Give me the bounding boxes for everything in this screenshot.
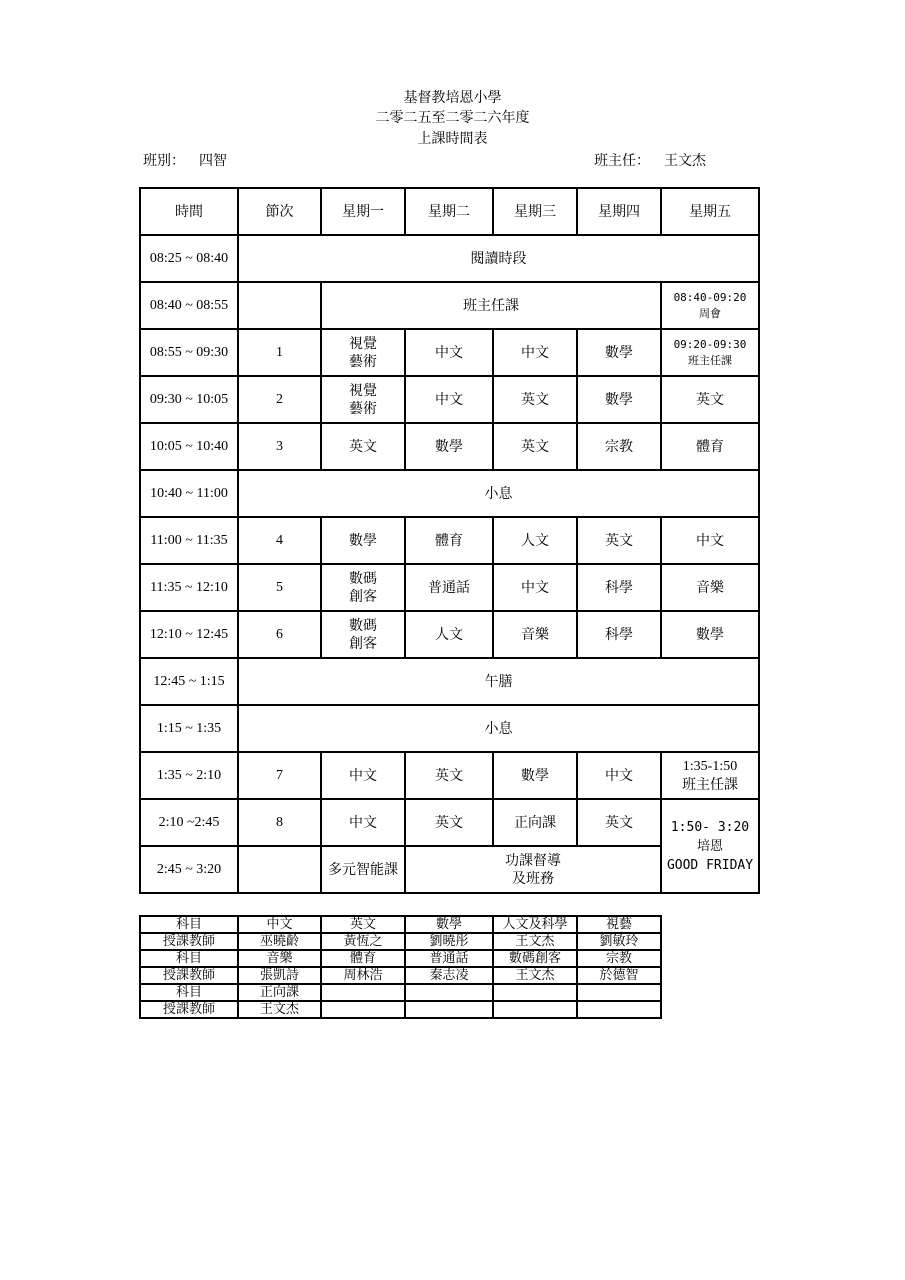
teacher-table bbox=[139, 915, 662, 1019]
teacher-table-cell bbox=[493, 984, 577, 1001]
thursday-cell: 宗教 bbox=[577, 423, 661, 470]
monday-cell: 數學 bbox=[321, 517, 405, 564]
thursday-cell: 中文 bbox=[577, 752, 661, 799]
monday-cell: 多元智能課 bbox=[321, 846, 405, 893]
class-label: 班別： bbox=[143, 153, 185, 169]
teacher-table-row bbox=[140, 933, 661, 950]
timetable-row bbox=[140, 376, 759, 423]
wednesday-cell: 英文 bbox=[493, 423, 577, 470]
teacher-table-cell: 音樂 bbox=[238, 950, 321, 967]
teacher-table-cell: 於德智 bbox=[577, 967, 661, 984]
monday-cell bbox=[321, 611, 405, 658]
teacher-table-cell bbox=[321, 1001, 405, 1018]
monday-cell bbox=[321, 376, 405, 423]
teacher-table-label-cell: 科目 bbox=[140, 916, 238, 933]
teacher-table-label-cell: 授課教師 bbox=[140, 1001, 238, 1018]
recess-cell: 小息 bbox=[238, 470, 759, 517]
teacher-table-cell: 黃恆之 bbox=[321, 933, 405, 950]
monday-cell: 英文 bbox=[321, 423, 405, 470]
teacher-table-cell: 普通話 bbox=[405, 950, 493, 967]
time-cell: 08:55 ~ 09:30 bbox=[140, 329, 238, 376]
teacher-table-cell: 劉敏玲 bbox=[577, 933, 661, 950]
time-cell: 1:35 ~ 2:10 bbox=[140, 752, 238, 799]
teacher-table-cell: 數學 bbox=[405, 916, 493, 933]
teacher-table-row bbox=[140, 916, 661, 933]
thursday-cell: 科學 bbox=[577, 611, 661, 658]
friday-cell bbox=[661, 752, 759, 799]
header-lesson: 節次 bbox=[238, 188, 321, 235]
friday-cell: 數學 bbox=[661, 611, 759, 658]
school-name: 基督教培恩小學 bbox=[403, 90, 502, 106]
reading-period-cell: 閱讀時段 bbox=[238, 235, 759, 282]
monday-cell: 中文 bbox=[321, 799, 405, 846]
teacher-table-cell: 宗教 bbox=[577, 950, 661, 967]
teacher-table-cell: 體育 bbox=[321, 950, 405, 967]
lesson-number-cell: 5 bbox=[238, 564, 321, 611]
timetable-row bbox=[140, 329, 759, 376]
timetable-row bbox=[140, 564, 759, 611]
teacher-table-cell: 數碼創客 bbox=[493, 950, 577, 967]
teacher-table-cell: 張凱詩 bbox=[238, 967, 321, 984]
teacher-table-cell bbox=[405, 984, 493, 1001]
lesson-number-cell: 3 bbox=[238, 423, 321, 470]
wednesday-cell: 中文 bbox=[493, 564, 577, 611]
teacher-table-cell: 秦志凌 bbox=[405, 967, 493, 984]
school-year: 二零二五至二零二六年度 bbox=[375, 110, 530, 126]
time-cell: 1:15 ~ 1:35 bbox=[140, 705, 238, 752]
teacher-table-row bbox=[140, 950, 661, 967]
tuesday-cell: 普通話 bbox=[405, 564, 493, 611]
teacher-table-cell: 視藝 bbox=[577, 916, 661, 933]
cell-line: 創客 bbox=[349, 635, 377, 652]
cell-line: 及班務 bbox=[512, 870, 554, 887]
tuesday-cell: 英文 bbox=[405, 752, 493, 799]
friday-cell: 中文 bbox=[661, 517, 759, 564]
thursday-cell: 數學 bbox=[577, 329, 661, 376]
teacher-table-cell: 正向課 bbox=[238, 984, 321, 1001]
teacher-table-label-cell: 授課教師 bbox=[140, 933, 238, 950]
wednesday-cell: 正向課 bbox=[493, 799, 577, 846]
timetable-row bbox=[140, 658, 759, 705]
teacher-table-cell bbox=[321, 984, 405, 1001]
tuesday-cell: 體育 bbox=[405, 517, 493, 564]
header-fri: 星期五 bbox=[661, 188, 759, 235]
time-cell: 08:40 ~ 08:55 bbox=[140, 282, 238, 329]
time-cell: 11:35 ~ 12:10 bbox=[140, 564, 238, 611]
class-teacher-info bbox=[594, 150, 706, 170]
thursday-cell: 數學 bbox=[577, 376, 661, 423]
cell-line: 功課督導 bbox=[505, 852, 561, 869]
lesson-number-cell: 7 bbox=[238, 752, 321, 799]
tuesday-cell: 數學 bbox=[405, 423, 493, 470]
cell-line: 數碼 bbox=[349, 617, 377, 634]
lesson-number-cell: 1 bbox=[238, 329, 321, 376]
timetable-row bbox=[140, 235, 759, 282]
monday-cell: 中文 bbox=[321, 752, 405, 799]
header-mon: 星期一 bbox=[321, 188, 405, 235]
cell-line: 視覺 bbox=[349, 382, 377, 399]
timetable-row bbox=[140, 752, 759, 799]
friday-cell-line: 08:40-09:20 bbox=[673, 290, 747, 304]
cell-line: 藝術 bbox=[349, 353, 377, 370]
teacher-table-row bbox=[140, 1001, 661, 1018]
tuesday-cell: 英文 bbox=[405, 799, 493, 846]
friday-cell-line: 班主任課 bbox=[688, 353, 732, 367]
cell-line: 數碼 bbox=[349, 570, 377, 587]
thursday-cell: 英文 bbox=[577, 517, 661, 564]
friday-cell: 體育 bbox=[661, 423, 759, 470]
friday-cell-line: 1:50- 3:20 bbox=[670, 819, 750, 835]
tuesday-cell: 中文 bbox=[405, 329, 493, 376]
wednesday-cell: 英文 bbox=[493, 376, 577, 423]
teacher-table-cell bbox=[405, 1001, 493, 1018]
tuesday-cell: 人文 bbox=[405, 611, 493, 658]
timetable-row bbox=[140, 705, 759, 752]
timetable-row bbox=[140, 611, 759, 658]
teacher-table-label-cell: 科目 bbox=[140, 950, 238, 967]
teacher-table-body bbox=[140, 916, 661, 1018]
friday-cell bbox=[661, 282, 759, 329]
monday-cell bbox=[321, 564, 405, 611]
teacher-table-cell: 周林浩 bbox=[321, 967, 405, 984]
friday-cell-line: 周會 bbox=[699, 306, 721, 320]
lesson-number-cell: 2 bbox=[238, 376, 321, 423]
friday-cell bbox=[661, 329, 759, 376]
wednesday-cell: 音樂 bbox=[493, 611, 577, 658]
header-wed: 星期三 bbox=[493, 188, 577, 235]
time-cell: 10:40 ~ 11:00 bbox=[140, 470, 238, 517]
wednesday-cell: 中文 bbox=[493, 329, 577, 376]
lesson-number-cell: 4 bbox=[238, 517, 321, 564]
teacher-table-cell bbox=[493, 1001, 577, 1018]
timetable-row bbox=[140, 282, 759, 329]
teacher-table-cell: 英文 bbox=[321, 916, 405, 933]
thursday-cell: 科學 bbox=[577, 564, 661, 611]
friday-cell-line: 班主任課 bbox=[682, 776, 738, 793]
timetable-row bbox=[140, 423, 759, 470]
teacher-table-cell: 劉曉彤 bbox=[405, 933, 493, 950]
friday-cell-line: 培恩 bbox=[696, 838, 723, 854]
teacher-table-cell: 人文及科學 bbox=[493, 916, 577, 933]
timetable-row bbox=[140, 517, 759, 564]
teacher-table-row bbox=[140, 984, 661, 1001]
class-teacher-period-cell: 班主任課 bbox=[321, 282, 661, 329]
cell-line: 藝術 bbox=[349, 400, 377, 417]
document-title: 上課時間表 bbox=[417, 131, 488, 147]
thursday-cell: 英文 bbox=[577, 799, 661, 846]
class-teacher-label: 班主任： bbox=[594, 153, 650, 169]
wednesday-cell: 人文 bbox=[493, 517, 577, 564]
timetable bbox=[139, 187, 760, 894]
friday-cell-line: 1:35-1:50 bbox=[682, 758, 738, 774]
lunch-cell: 午膳 bbox=[238, 658, 759, 705]
cell-line: 創客 bbox=[349, 588, 377, 605]
monday-cell bbox=[321, 329, 405, 376]
teacher-table-cell: 王文杰 bbox=[493, 933, 577, 950]
lesson-number-cell bbox=[238, 846, 321, 893]
header-thu: 星期四 bbox=[577, 188, 661, 235]
friday-cell: 英文 bbox=[661, 376, 759, 423]
timetable-row bbox=[140, 470, 759, 517]
recess-cell: 小息 bbox=[238, 705, 759, 752]
teacher-table-cell: 王文杰 bbox=[238, 1001, 321, 1018]
time-cell: 09:30 ~ 10:05 bbox=[140, 376, 238, 423]
time-cell: 12:45 ~ 1:15 bbox=[140, 658, 238, 705]
time-cell: 08:25 ~ 08:40 bbox=[140, 235, 238, 282]
homework-supervision-cell bbox=[405, 846, 661, 893]
cell-line: 視覺 bbox=[349, 335, 377, 352]
teacher-table-row bbox=[140, 967, 661, 984]
teacher-table-cell: 中文 bbox=[238, 916, 321, 933]
teacher-table-cell bbox=[577, 1001, 661, 1018]
header-time: 時間 bbox=[140, 188, 238, 235]
teacher-table-cell: 王文杰 bbox=[493, 967, 577, 984]
class-teacher-value: 王文杰 bbox=[664, 153, 706, 169]
teacher-table-cell bbox=[577, 984, 661, 1001]
time-cell: 2:45 ~ 3:20 bbox=[140, 846, 238, 893]
timetable-header-row bbox=[140, 188, 759, 235]
header-tue: 星期二 bbox=[405, 188, 493, 235]
time-cell: 12:10 ~ 12:45 bbox=[140, 611, 238, 658]
class-value: 四智 bbox=[199, 153, 227, 169]
wednesday-cell: 數學 bbox=[493, 752, 577, 799]
timetable-row bbox=[140, 799, 759, 846]
class-info bbox=[143, 150, 227, 170]
teacher-table-cell: 巫曉齡 bbox=[238, 933, 321, 950]
time-cell: 11:00 ~ 11:35 bbox=[140, 517, 238, 564]
time-cell: 2:10 ~2:45 bbox=[140, 799, 238, 846]
teacher-table-label-cell: 授課教師 bbox=[140, 967, 238, 984]
friday-cell-line: 09:20-09:30 bbox=[673, 337, 747, 351]
lesson-number-cell bbox=[238, 282, 321, 329]
friday-good-friday-cell bbox=[661, 799, 759, 893]
lesson-number-cell: 8 bbox=[238, 799, 321, 846]
lesson-number-cell: 6 bbox=[238, 611, 321, 658]
friday-cell-line: GOOD FRIDAY bbox=[666, 857, 754, 873]
friday-cell: 音樂 bbox=[661, 564, 759, 611]
tuesday-cell: 中文 bbox=[405, 376, 493, 423]
time-cell: 10:05 ~ 10:40 bbox=[140, 423, 238, 470]
teacher-table-label-cell: 科目 bbox=[140, 984, 238, 1001]
